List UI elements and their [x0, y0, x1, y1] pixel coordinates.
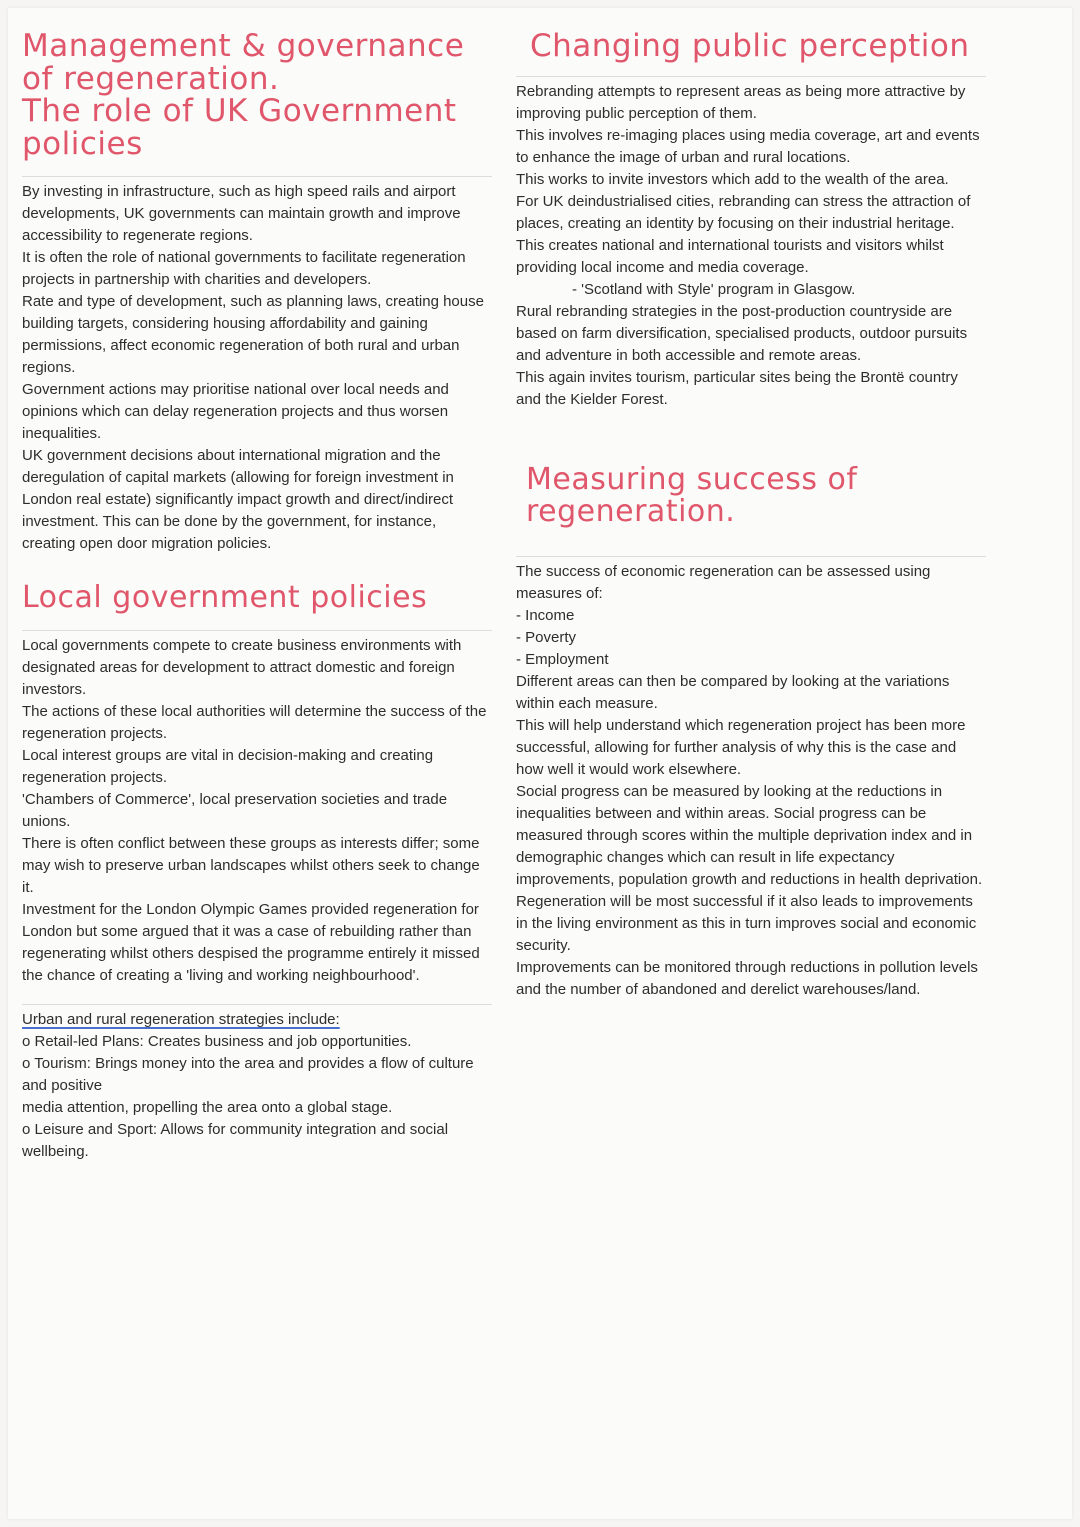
list-item: - Income [516, 607, 575, 624]
list-item: o Retail-led Plans: Creates business and job opportunities. [22, 1033, 412, 1050]
note-paragraph: This works to invite investors which add to the wealth of the area. [516, 171, 949, 188]
heading-line: of regeneration. [22, 60, 280, 97]
heading-line: policies [22, 125, 143, 162]
note-paragraph: Local governments compete to create business environments with designated areas for development to attract domestic and foreign investors. [22, 637, 462, 698]
note-paragraph: 'Chambers of Commerce', local preservation societies and trade unions. [22, 791, 448, 830]
note-paragraph: Regeneration will be most successful if it also leads to improvements in the living environment as this in turn improves social and economic security. [516, 893, 977, 954]
heading-line: The role of UK Government [22, 93, 457, 130]
note-paragraph: This involves re-imaging places using media coverage, art and events to enhance the image of urban and rural locations. [516, 127, 980, 166]
local-government-notes [22, 630, 492, 987]
local-government-heading: Local government policies [22, 580, 428, 615]
note-paragraph: Local interest groups are vital in decision-making and creating regeneration projects. [22, 747, 434, 786]
note-paragraph: Different areas can then be compared by looking at the variations within each measure. [516, 673, 950, 712]
heading-line: Management & governance [22, 28, 465, 64]
notes-page [8, 8, 1072, 1519]
note-paragraph: Social progress can be measured by looking at the reductions in inequalities between and within areas. Social progress can be measured through scores within the multiple deprivation index and in demographic changes which can result in life expectancy improvements, population growth and reductions in health deprivation. [516, 783, 983, 888]
note-paragraph: UK government decisions about international migration and the deregulation of capital markets (allowing for foreign investment in London real estate) significantly impact growth and direct/indirect investment. This can be done by the government, for instance, creating open door migration policies. [22, 447, 454, 552]
list-item: o Leisure and Sport: Allows for community integration and social wellbeing. [22, 1121, 449, 1160]
note-paragraph: This creates national and international tourists and visitors whilst providing local income and media coverage. [516, 237, 944, 276]
note-paragraph: Rebranding attempts to represent areas as being more attractive by improving public perception of them. [516, 83, 966, 122]
list-item: - Poverty [516, 629, 577, 646]
measuring-notes [516, 556, 986, 1001]
heading-line: regeneration. [526, 493, 736, 529]
perception-heading: Changing public perception [530, 28, 970, 64]
note-paragraph: This will help understand which regeneration project has been more successful, allowing for further analysis of why this is the case and how well it would work elsewhere. [516, 717, 966, 778]
note-paragraph: By investing in infrastructure, such as high speed rails and airport developments, UK governments can maintain growth and improve accessibility to regenerate regions. [22, 183, 461, 244]
uk-government-notes [22, 176, 492, 555]
note-paragraph: It is often the role of national governments to facilitate regeneration projects in partnership with charities and developers. [22, 249, 466, 288]
note-paragraph: For UK deindustrialised cities, rebranding can stress the attraction of places, creating an identity by focusing on their industrial heritage. [516, 193, 971, 232]
list-item: o Tourism: Brings money into the area and provides a flow of culture and positive [22, 1055, 474, 1094]
measuring-heading [526, 464, 857, 527]
note-paragraph: Improvements can be monitored through reductions in pollution levels and the number of abandoned and derelict warehouses/land. [516, 959, 978, 998]
note-paragraph: Investment for the London Olympic Games provided regeneration for London but some argued that it was a case of rebuilding rather than regenerating whilst others despised the programme entirely it missed the chance of creating a 'living and working neighbourhood'. [22, 901, 480, 984]
note-paragraph: The actions of these local authorities will determine the success of the regeneration projects. [22, 703, 487, 742]
note-paragraph: Rural rebranding strategies in the post-production countryside are based on farm diversification, specialised products, outdoor pursuits and adventure in both accessible and remote areas. [516, 303, 968, 364]
list-item: - Employment [516, 651, 609, 668]
strategies-heading: Urban and rural regeneration strategies include: [22, 1011, 340, 1028]
list-item: media attention, propelling the area onto a global stage. [22, 1099, 393, 1116]
strategies-list [22, 1004, 492, 1163]
note-paragraph: Rate and type of development, such as planning laws, creating house building targets, considering housing affordability and gaining permissions, affect economic regeneration of both rural and urban regions. [22, 293, 484, 376]
note-paragraph: - 'Scotland with Style' program in Glasgow. [572, 281, 856, 298]
note-paragraph: There is often conflict between these groups as interests differ; some may wish to preserve urban landscapes whilst others seek to change it. [22, 835, 480, 896]
note-paragraph: Government actions may prioritise national over local needs and opinions which can delay regeneration projects and thus worsen inequalities. [22, 381, 449, 442]
perception-notes [516, 76, 986, 411]
note-paragraph: This again invites tourism, particular sites being the Brontë country and the Kielder Forest. [516, 369, 958, 408]
note-paragraph: The success of economic regeneration can be assessed using measures of: [516, 563, 931, 602]
heading-line: Measuring success of [526, 462, 858, 497]
main-heading [22, 30, 502, 160]
